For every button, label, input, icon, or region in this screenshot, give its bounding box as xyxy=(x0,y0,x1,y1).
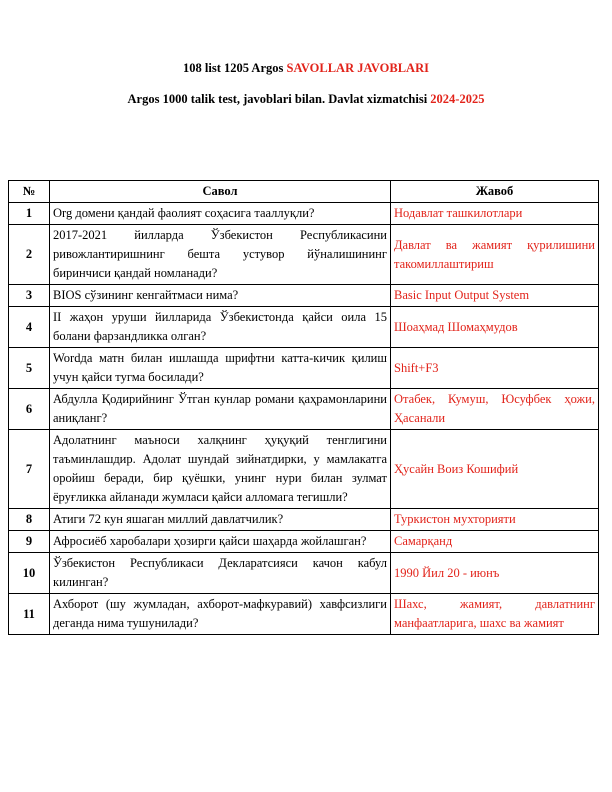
title-prefix: 108 list 1205 Argos xyxy=(183,61,287,75)
row-answer: Шоаҳмад Шомаҳмудов xyxy=(391,307,599,348)
row-answer: Basic Input Output System xyxy=(391,285,599,307)
header-question: Савол xyxy=(50,181,391,203)
header-number: № xyxy=(9,181,50,203)
table-row xyxy=(9,553,599,594)
row-question: 2017-2021 йилларда Ўзбекистон Республикасини ривожлантиришнинг бешта устувор йўналишининг биринчиси қандай номланади? xyxy=(50,225,391,285)
title-highlight: SAVOLLAR JAVOBLARI xyxy=(286,61,429,75)
document-subtitle xyxy=(0,92,612,107)
row-answer: Самарқанд xyxy=(391,531,599,553)
table-row xyxy=(9,531,599,553)
table-row xyxy=(9,203,599,225)
row-number: 8 xyxy=(9,509,50,531)
row-question: II жаҳон уруши йилларида Ўзбекистонда қайси оила 15 болани фарзандликка олган? xyxy=(50,307,391,348)
row-answer: 1990 Йил 20 - июнъ xyxy=(391,553,599,594)
table-row xyxy=(9,594,599,635)
row-question: Ахборот (шу жумладан, ахборот-мафкуравий) хавфсизлиги деганда нима тушунилади? xyxy=(50,594,391,635)
row-question: BIOS сўзининг кенгайтмаси нима? xyxy=(50,285,391,307)
row-number: 1 xyxy=(9,203,50,225)
table-row xyxy=(9,430,599,509)
row-question: Атиги 72 кун яшаган миллий давлатчилик? xyxy=(50,509,391,531)
table-header-row xyxy=(9,181,599,203)
row-answer: Шахс, жамият, давлатнинг манфаатларига, шахс ва жамият xyxy=(391,594,599,635)
row-question: Афросиёб харобалари ҳозирги қайси шаҳарда жойлашган? xyxy=(50,531,391,553)
table-row xyxy=(9,225,599,285)
row-answer: Давлат ва жамият қурилишини такомиллаштириш xyxy=(391,225,599,285)
row-number: 3 xyxy=(9,285,50,307)
table-row xyxy=(9,509,599,531)
row-answer: Отабек, Кумуш, Юсуфбек ҳожи, Ҳасанали xyxy=(391,389,599,430)
document-title xyxy=(0,61,612,76)
row-number: 11 xyxy=(9,594,50,635)
row-answer: Shift+F3 xyxy=(391,348,599,389)
row-question: Org домени қандай фаолият соҳасига тааллуқли? xyxy=(50,203,391,225)
row-number: 9 xyxy=(9,531,50,553)
row-answer: Нодавлат ташкилотлари xyxy=(391,203,599,225)
table-row xyxy=(9,285,599,307)
table-row xyxy=(9,348,599,389)
table-row xyxy=(9,307,599,348)
row-answer: Туркистон мухторияти xyxy=(391,509,599,531)
row-number: 6 xyxy=(9,389,50,430)
row-number: 2 xyxy=(9,225,50,285)
row-question: Абдулла Қодирийнинг Ўтган кунлар романи қаҳрамонларини аниқланг? xyxy=(50,389,391,430)
table-row xyxy=(9,389,599,430)
row-number: 4 xyxy=(9,307,50,348)
qa-table xyxy=(8,180,599,635)
row-question: Wordда матн билан ишлашда шрифтни катта-кичик қилиш учун қайси тугма босилади? xyxy=(50,348,391,389)
row-question: Адолатнинг маъноси халқнинг ҳуқуқий тенглигини таъминлашдир. Адолат шундай зийнатдирки, у мамлакатга оройиш беради, бир қуёшки, унинг нури билан зулмат ёруғликка айланади жумласи қайси алломага тегишли? xyxy=(50,430,391,509)
row-answer: Ҳусайн Воиз Кошифий xyxy=(391,430,599,509)
subtitle-prefix: Argos 1000 talik test, javoblari bilan. Davlat xizmatchisi xyxy=(127,92,431,106)
row-number: 10 xyxy=(9,553,50,594)
subtitle-year: 2024-2025 xyxy=(430,92,485,106)
row-question: Ўзбекистон Республикаси Декларатсияси качон кабул килинган? xyxy=(50,553,391,594)
header-answer: Жавоб xyxy=(391,181,599,203)
row-number: 7 xyxy=(9,430,50,509)
row-number: 5 xyxy=(9,348,50,389)
